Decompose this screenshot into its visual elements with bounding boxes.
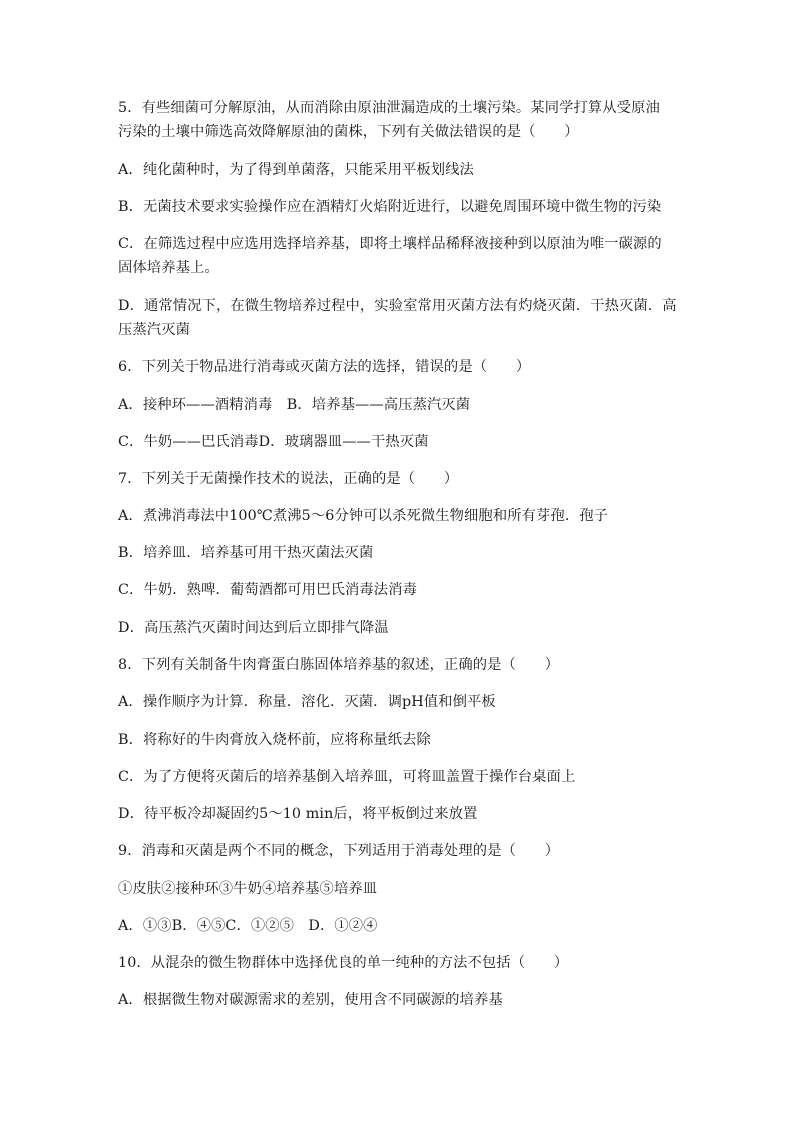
q9-items: ①皮肤②接种环③牛奶④培养基⑤培养皿 <box>118 881 378 897</box>
q5-stem-line-2: 污染的土壤中筛选高效降解原油的菌株，下列有关做法错误的是（ ） <box>118 124 579 140</box>
q8-option-d: D．待平板冷却凝固约5～10 min后，将平板倒过来放置 <box>118 806 478 822</box>
q8-option-c: C．为了方便将灭菌后的培养基倒入培养皿，可将皿盖置于操作台桌面上 <box>118 769 576 785</box>
q10-option-a: A．根据微生物对碳源需求的差别，使用含不同碳源的培养基 <box>118 992 503 1008</box>
q7-option-d: D．高压蒸汽灭菌时间达到后立即排气降温 <box>118 620 389 636</box>
q7-stem: 7．下列关于无菌操作技术的说法，正确的是（ ） <box>118 471 459 487</box>
q5-option-b: B．无菌技术要求实验操作应在酒精灯火焰附近进行，以避免周围环境中微生物的污染 <box>118 199 662 215</box>
q5-option-c-line-1: C．在筛选过程中应选用选择培养基，即将土壤样品稀释液接种到以原油为唯一碳源的 <box>118 236 662 252</box>
q5-option-d-line-2: 压蒸汽灭菌 <box>118 322 190 338</box>
q6-options-cd: C．牛奶——巴氏消毒D．玻璃器皿——干热灭菌 <box>118 434 429 450</box>
q7-option-b: B．培养皿．培养基可用干热灭菌法灭菌 <box>118 545 374 561</box>
q8-option-a: A．操作顺序为计算．称量．溶化．灭菌．调pH值和倒平板 <box>118 694 496 710</box>
q8-stem: 8．下列有关制备牛肉膏蛋白胨固体培养基的叙述，正确的是（ ） <box>118 657 560 673</box>
q7-option-a: A．煮沸消毒法中100℃煮沸5～6分钟可以杀死微生物细胞和所有芽孢．孢子 <box>118 508 609 524</box>
q10-stem: 10．从混杂的微生物群体中选择优良的单一纯种的方法不包括（ ） <box>118 955 569 971</box>
q8-option-b: B．将称好的牛肉膏放入烧杯前，应将称量纸去除 <box>118 732 431 748</box>
q5-option-d-line-1: D．通常情况下，在微生物培养过程中，实验室常用灭菌方法有灼烧灭菌．干热灭菌．高 <box>118 298 677 314</box>
q5-option-a: A．纯化菌种时，为了得到单菌落，只能采用平板划线法 <box>118 162 474 178</box>
q5-stem-line-1: 5．有些细菌可分解原油，从而消除由原油泄漏造成的土壤污染。某同学打算从受原油 <box>118 100 660 116</box>
q5-option-c-line-2: 固体培养基上。 <box>118 260 219 276</box>
q6-stem: 6．下列关于物品进行消毒或灭菌方法的选择，错误的是（ ） <box>118 359 531 375</box>
q6-options-ab: A．接种环——酒精消毒 B．培养基——高压蒸汽灭菌 <box>118 397 471 413</box>
q7-option-c: C．牛奶．熟啤．葡萄酒都可用巴氏消毒法消毒 <box>118 582 417 598</box>
q9-stem: 9．消毒和灭菌是两个不同的概念，下列适用于消毒处理的是（ ） <box>118 843 560 859</box>
q9-options: A．①③B．④⑤C．①②⑤ D．①②④ <box>118 918 378 934</box>
